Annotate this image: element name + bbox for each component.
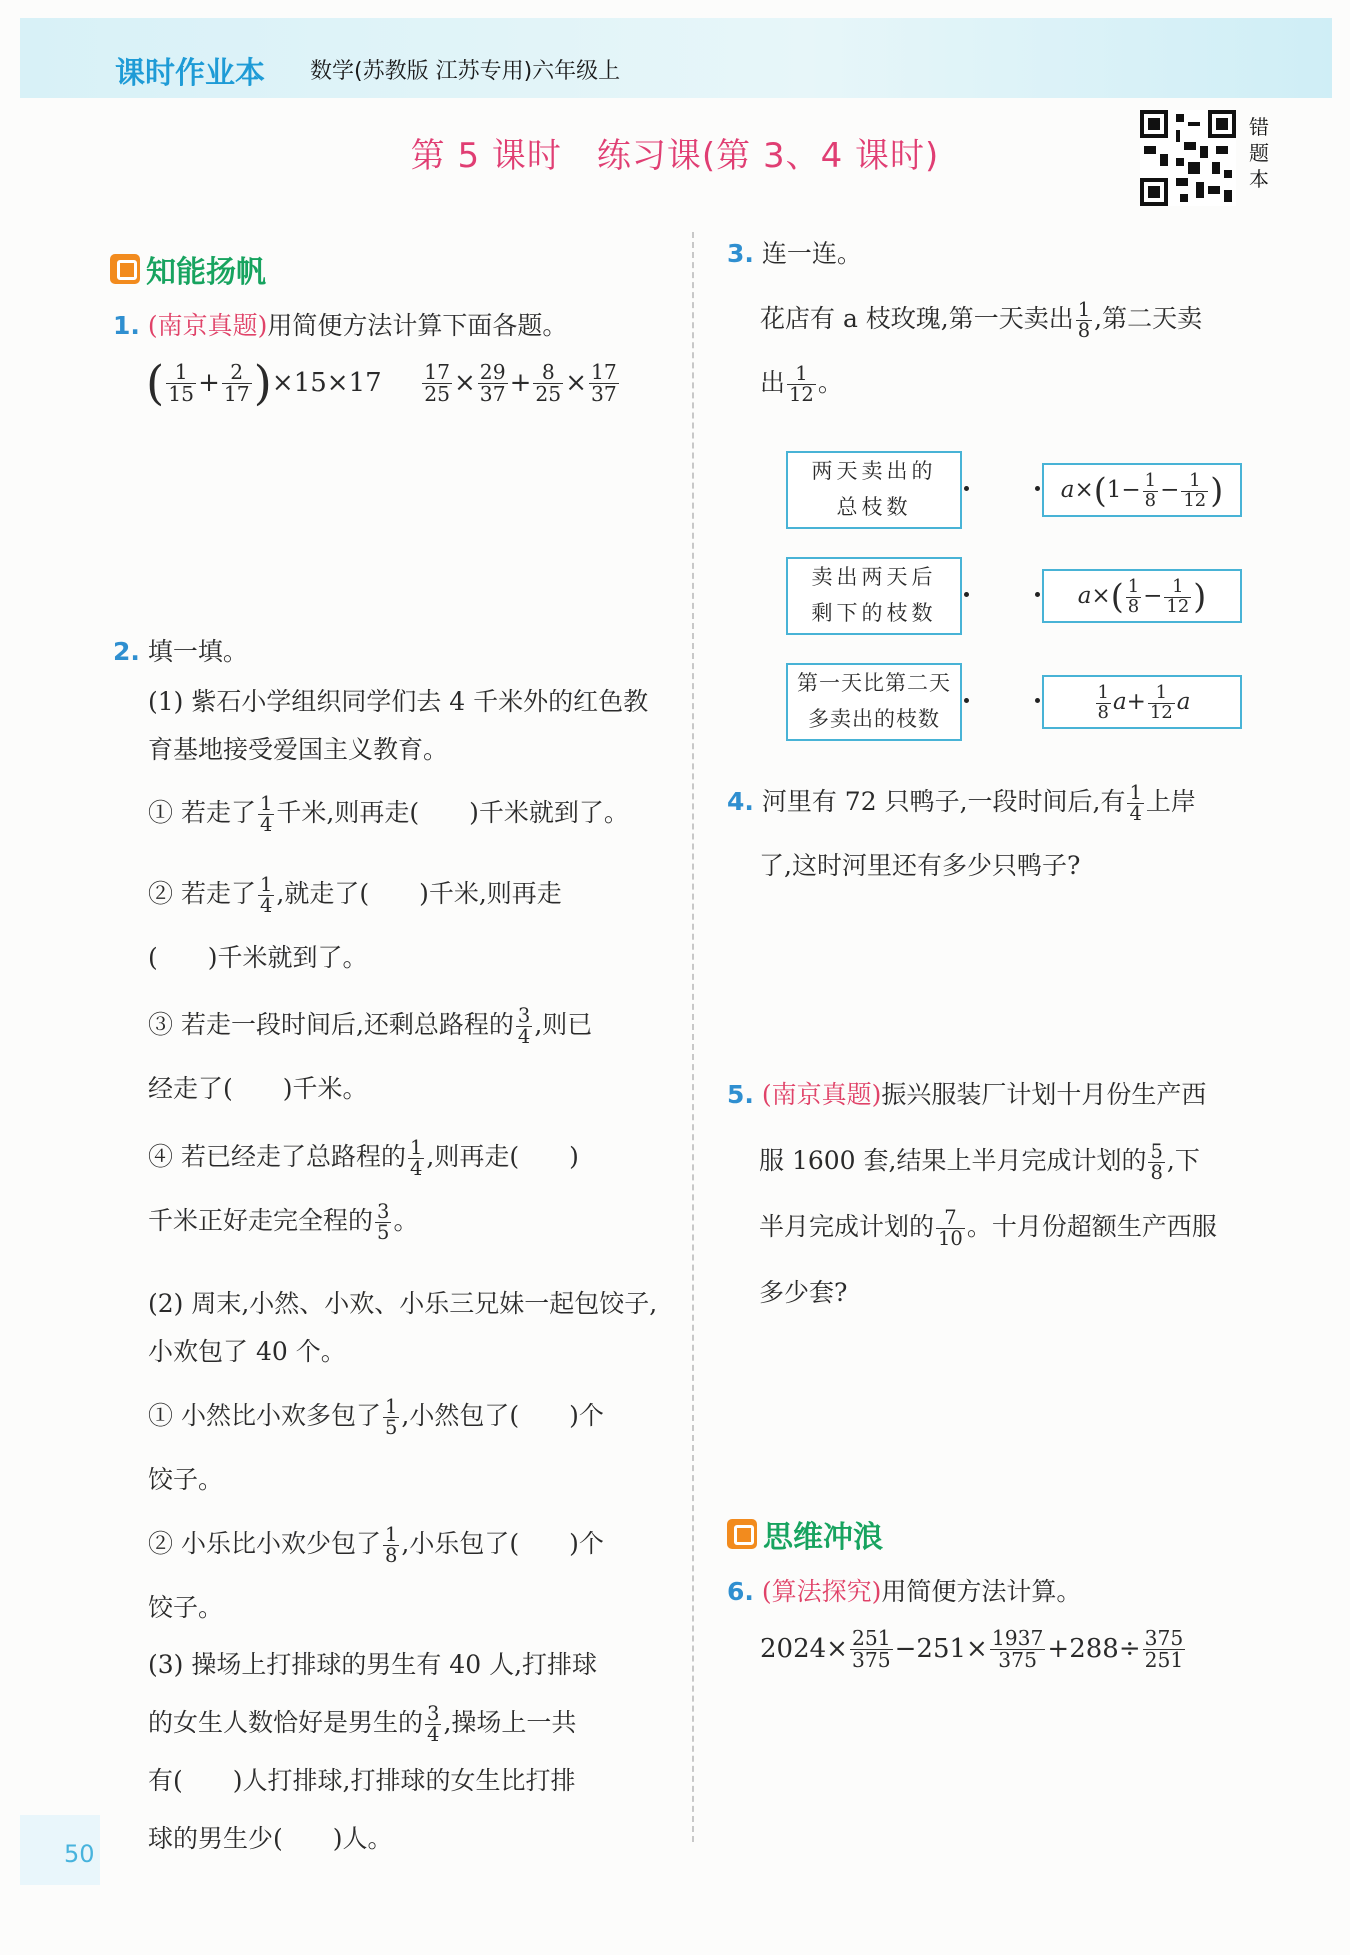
q3-text: 花店有 a 枝玫瑰,第一天卖出 $\frac{1}{8}$ ,第二天卖 出 $\frac{1}{12}$ 。 — [760, 297, 1203, 406]
brand-title: 课时作业本 — [115, 56, 265, 91]
q2-1-3: ③ 若走一段时间后,还剩总路程的 $\frac{3}{4}$ ,则已 经走了( )千米。 — [148, 1003, 593, 1103]
page-number: 50 — [64, 1840, 95, 1868]
section-book-icon — [110, 254, 140, 284]
fraction: $\frac{1}{15}$ — [168, 360, 195, 407]
question-title: 用简便方法计算。 — [881, 1577, 1082, 1606]
left-paren: ( — [146, 356, 165, 411]
section-wave-icon — [727, 1519, 757, 1549]
q2-1-4: ④ 若已经走了总路程的 $\frac{1}{4}$ ,则再走( ) 千米正好走完全程的 $\frac{3}{5}$ 。 — [148, 1135, 579, 1244]
qr-label-char: 错 — [1249, 115, 1269, 139]
fraction: $\frac{29}{37}$ — [479, 360, 506, 407]
expr-text: ×15×17 — [271, 367, 382, 398]
source-tag: (南京真题) — [761, 1080, 882, 1109]
q2-part2-intro: (2) 周末,小然、小欢、小乐三兄妹一起包饺子,小欢包了 40 个。 — [148, 1289, 658, 1366]
question-5: 5. (南京真题)振兴服装厂计划十月份生产西 服 1600 套,结果上半月完成计划的 $\frac{5}{8}$ ,下 半月完成计划的 $\frac{7}{10}$ 。十月份超额生产西服 多少套? — [727, 1080, 1217, 1307]
match-dot[interactable] — [1035, 486, 1040, 491]
subject-line: 数学(苏教版 江苏专用)六年级上 — [310, 59, 621, 84]
q2-1-2: ② 若走了 $\frac{1}{4}$ ,就走了( )千米,则再走 ( )千米就到了。 — [148, 872, 562, 972]
section-title: 知能扬帆 — [146, 255, 266, 290]
source-tag: (南京真题) — [147, 311, 268, 340]
question-title: 填一填。 — [147, 637, 248, 666]
column-divider — [692, 232, 694, 1842]
match-left-box-2[interactable]: 卖出两天后 剩下的枝数 — [786, 557, 962, 635]
question-3 — [727, 234, 862, 274]
question-4: 4. 河里有 72 只鸭子,一段时间后,有 $\frac{1}{4}$ 上岸 了,这时河里还有多少只鸭子? — [727, 780, 1196, 880]
fraction: $\frac{8}{25}$ — [535, 360, 562, 407]
match-dot[interactable] — [1035, 592, 1040, 597]
match-right-box-1[interactable]: a×(1− $\frac{1}{8}$ − $\frac{1}{12}$ ) — [1042, 463, 1242, 517]
right-paren: ) — [253, 356, 272, 411]
question-number: 3. — [727, 239, 754, 268]
q2-part3: (3) 操场上打排球的男生有 40 人,打排球 的女生人数恰好是男生的 $\frac{3}{4}$ ,操场上一共 有( )人打排球,打排球的女生比打排 球的男生少( )人。 — [148, 1650, 598, 1853]
q2-2-1: ① 小然比小欢多包了 $\frac{1}{5}$ ,小然包了( )个 饺子。 — [148, 1394, 604, 1494]
match-dot[interactable] — [964, 486, 969, 491]
qr-label-char: 题 — [1249, 141, 1269, 165]
match-dot[interactable] — [964, 592, 969, 597]
section-title: 思维冲浪 — [763, 1520, 883, 1555]
question-title: 连一连。 — [761, 239, 862, 268]
question-number: 1. — [113, 311, 140, 340]
match-dot[interactable] — [1035, 698, 1040, 703]
q2-1-1: ① 若走了 $\frac{1}{4}$ 千米,则再走( )千米就到了。 — [148, 791, 629, 836]
q6-expression: 2024× $\frac{251}{375}$ −251× $\frac{1937}{375}$ +288÷ $\frac{375}{251}$ — [760, 1626, 1184, 1673]
match-dot[interactable] — [964, 698, 969, 703]
lesson-title: 第 5 课时 练习课(第 3、4 课时) — [410, 136, 940, 176]
question-number: 5. — [727, 1080, 754, 1109]
question-6 — [727, 1572, 1081, 1612]
fraction: $\frac{17}{37}$ — [590, 360, 617, 407]
question-title: 用简便方法计算下面各题。 — [267, 311, 568, 340]
qr-code-icon[interactable] — [1140, 110, 1236, 206]
qr-label-char: 本 — [1249, 167, 1269, 191]
mistake-book-label — [1246, 114, 1272, 192]
q2-part1-intro: (1) 紫石小学组织同学们去 4 千米外的红色教育基地接受爱国主义教育。 — [148, 687, 649, 764]
source-tag: (算法探究) — [761, 1577, 882, 1606]
section-heading-knowledge — [110, 247, 266, 291]
match-right-box-3[interactable]: $\frac{1}{8}$ a+ $\frac{1}{12}$ a — [1042, 675, 1242, 729]
section-heading-thinking — [727, 1512, 883, 1556]
match-left-box-3[interactable]: 第一天比第二天 多卖出的枝数 — [786, 663, 962, 741]
match-left-box-1[interactable]: 两天卖出的 总枝数 — [786, 451, 962, 529]
question-1 — [113, 306, 567, 346]
question-number: 6. — [727, 1577, 754, 1606]
fraction: $\frac{2}{17}$ — [223, 360, 250, 407]
match-right-box-2[interactable]: a×( $\frac{1}{8}$ − $\frac{1}{12}$ ) — [1042, 569, 1242, 623]
question-number: 2. — [113, 637, 140, 666]
question-2 — [113, 632, 248, 672]
q2-2-2: ② 小乐比小欢少包了 $\frac{1}{8}$ ,小乐包了( )个 饺子。 — [148, 1522, 604, 1622]
fraction: $\frac{17}{25}$ — [424, 360, 450, 407]
q1-expressions: ( $\frac{1}{15}$ + $\frac{2}{17}$ )×15×17 $\frac{17}{25}$ × $\frac{29}{37}$ + $\frac{8}{25}$ × $\frac{17}{37}$ — [146, 356, 617, 411]
question-number: 4. — [727, 787, 754, 816]
